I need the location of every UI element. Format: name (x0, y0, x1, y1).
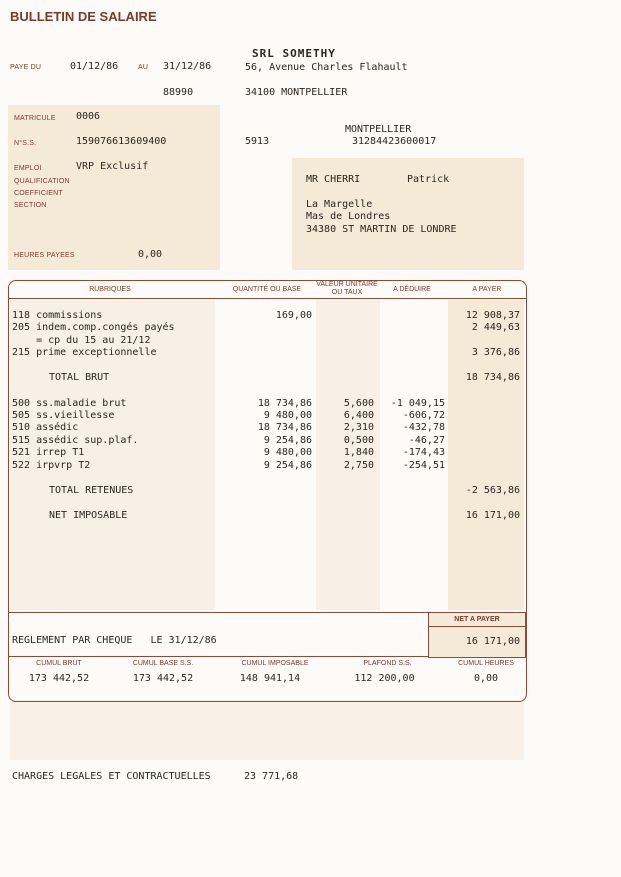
retenue-deduire-4: -174,43 (402, 447, 445, 458)
retenue-label-2: 510 assédic (12, 422, 79, 433)
net-a-payer-value: 16 171,00 (465, 636, 520, 647)
recipient-line2: Mas de Londres (306, 211, 391, 222)
employee-shade (8, 105, 220, 270)
net-a-payer-label: NET A PAYER (454, 616, 500, 623)
company-city: MONTPELLIER (345, 124, 412, 135)
emploi-value: VRP Exclusif (76, 161, 149, 172)
emploi-label: EMPLOI (14, 165, 42, 172)
cumul-value-2: 148 941,14 (239, 673, 301, 684)
retenue-taux-0: 5,600 (343, 398, 374, 409)
retenue-taux-5: 2,750 (343, 460, 374, 471)
gain-label-2: = cp du 15 au 21/12 (12, 335, 151, 346)
gain-label-1: 205 indem.comp.congés payés (12, 322, 175, 333)
company-code2: 31284423600017 (352, 136, 437, 147)
retenue-label-3: 515 assédic sup.plaf. (12, 435, 139, 446)
cumul-label-1: CUMUL BASE S.S. (132, 660, 194, 667)
company-name: SRL SOMETHY (252, 47, 336, 60)
recipient-line1: La Margelle (306, 199, 373, 210)
retenue-taux-1: 6,400 (343, 410, 374, 421)
charges-label: CHARGES LEGALES ET CONTRACTUELLES (12, 771, 211, 782)
matricule-value: 0006 (76, 111, 101, 122)
gain-label-0: 118 commissions (12, 310, 103, 321)
coefficient-label: COEFFICIENT (14, 190, 63, 197)
retenue-base-0: 18 734,86 (257, 398, 312, 409)
retenue-base-1: 9 480,00 (263, 410, 312, 421)
cumul-label-2: CUMUL IMPOSABLE (241, 660, 309, 667)
cumul-label-4: CUMUL HEURES (458, 660, 514, 667)
retenue-deduire-2: -432,78 (402, 422, 445, 433)
company-address1: 56, Avenue Charles Flahault (245, 62, 408, 73)
pay-du-label: PAYE DU (10, 64, 42, 71)
retenue-base-2: 18 734,86 (257, 422, 312, 433)
retenue-deduire-1: -606,72 (402, 410, 445, 421)
charges-shade (10, 700, 524, 760)
section-label: SECTION (14, 202, 47, 209)
cumul-label-0: CUMUL BRUT (36, 660, 82, 667)
retenue-label-4: 521 irrep T1 (12, 447, 85, 458)
doc-code: 88990 (163, 87, 194, 98)
retenue-taux-4: 1,840 (343, 447, 374, 458)
retenue-base-5: 9 254,86 (263, 460, 312, 471)
gain-base-0: 169,00 (275, 310, 312, 321)
retenue-deduire-0: -1 049,15 (390, 398, 445, 409)
nss-value: 159076613609400 (76, 136, 167, 147)
retenue-taux-2: 2,310 (343, 422, 374, 433)
total-retenues-value: -2 563,86 (465, 485, 520, 496)
cumul-label-3: PLAFOND S.S. (363, 660, 412, 667)
heures-label: HEURES PAYEES (14, 252, 75, 259)
reglement-text: REGLEMENT PAR CHEQUE LE 31/12/86 (12, 635, 217, 646)
total-brut-label: TOTAL BRUT (49, 372, 110, 383)
total-brut-value: 18 734,86 (465, 372, 520, 383)
table-header-rule (8, 298, 526, 299)
retenue-label-1: 505 ss.vieillesse (12, 410, 115, 421)
header-valeur-line1: VALEUR UNITAIRE (316, 281, 378, 288)
retenue-taux-3: 0,500 (343, 435, 374, 446)
gain-payer-0: 12 908,37 (465, 310, 520, 321)
recipient-name: MR CHERRI (306, 174, 361, 185)
header-payer: A PAYER (472, 286, 502, 293)
retenue-base-3: 9 254,86 (263, 435, 312, 446)
document-title: BULLETIN DE SALAIRE (10, 9, 157, 24)
header-valeur-line2: OU TAUX (331, 289, 363, 296)
retenue-deduire-3: -46,27 (408, 435, 445, 446)
charges-value: 23 771,68 (244, 771, 299, 782)
retenue-label-0: 500 ss.maladie brut (12, 398, 127, 409)
gain-payer-1: 2 449,63 (471, 322, 520, 333)
net-imposable-label: NET IMPOSABLE (49, 510, 128, 521)
header-quantite: QUANTITÉ OU BASE (232, 286, 302, 293)
company-code1: 5913 (245, 136, 270, 147)
gain-label-3: 215 prime exceptionnelle (12, 347, 157, 358)
pay-from: 01/12/86 (70, 61, 119, 72)
qualification-label: QUALIFICATION (14, 178, 70, 185)
cumul-value-1: 173 442,52 (132, 673, 194, 684)
au-label: AU (138, 64, 149, 71)
gain-payer-3: 3 376,86 (471, 347, 520, 358)
recipient-first-name: Patrick (407, 174, 450, 185)
matricule-label: MATRICULE (14, 115, 56, 122)
cumul-value-3: 112 200,00 (354, 673, 415, 684)
company-address2: 34100 MONTPELLIER (245, 87, 348, 98)
net-a-payer-rule (428, 626, 525, 627)
header-rubriques: RUBRIQUES (89, 286, 131, 293)
total-retenues-label: TOTAL RETENUES (49, 485, 134, 496)
net-imposable-value: 16 171,00 (465, 510, 520, 521)
header-deduire: A DÉDUIRE (393, 286, 431, 293)
cumul-value-4: 0,00 (473, 673, 499, 684)
nss-label: N°S.S. (14, 140, 37, 147)
heures-value: 0,00 (138, 249, 163, 260)
pay-to: 31/12/86 (163, 61, 212, 72)
retenue-base-4: 9 480,00 (263, 447, 312, 458)
recipient-line3: 34380 ST MARTIN DE LONDRE (306, 224, 457, 235)
retenue-deduire-5: -254,51 (402, 460, 445, 471)
cumul-value-0: 173 442,52 (28, 673, 90, 684)
retenue-label-5: 522 irpvrp T2 (12, 460, 91, 471)
